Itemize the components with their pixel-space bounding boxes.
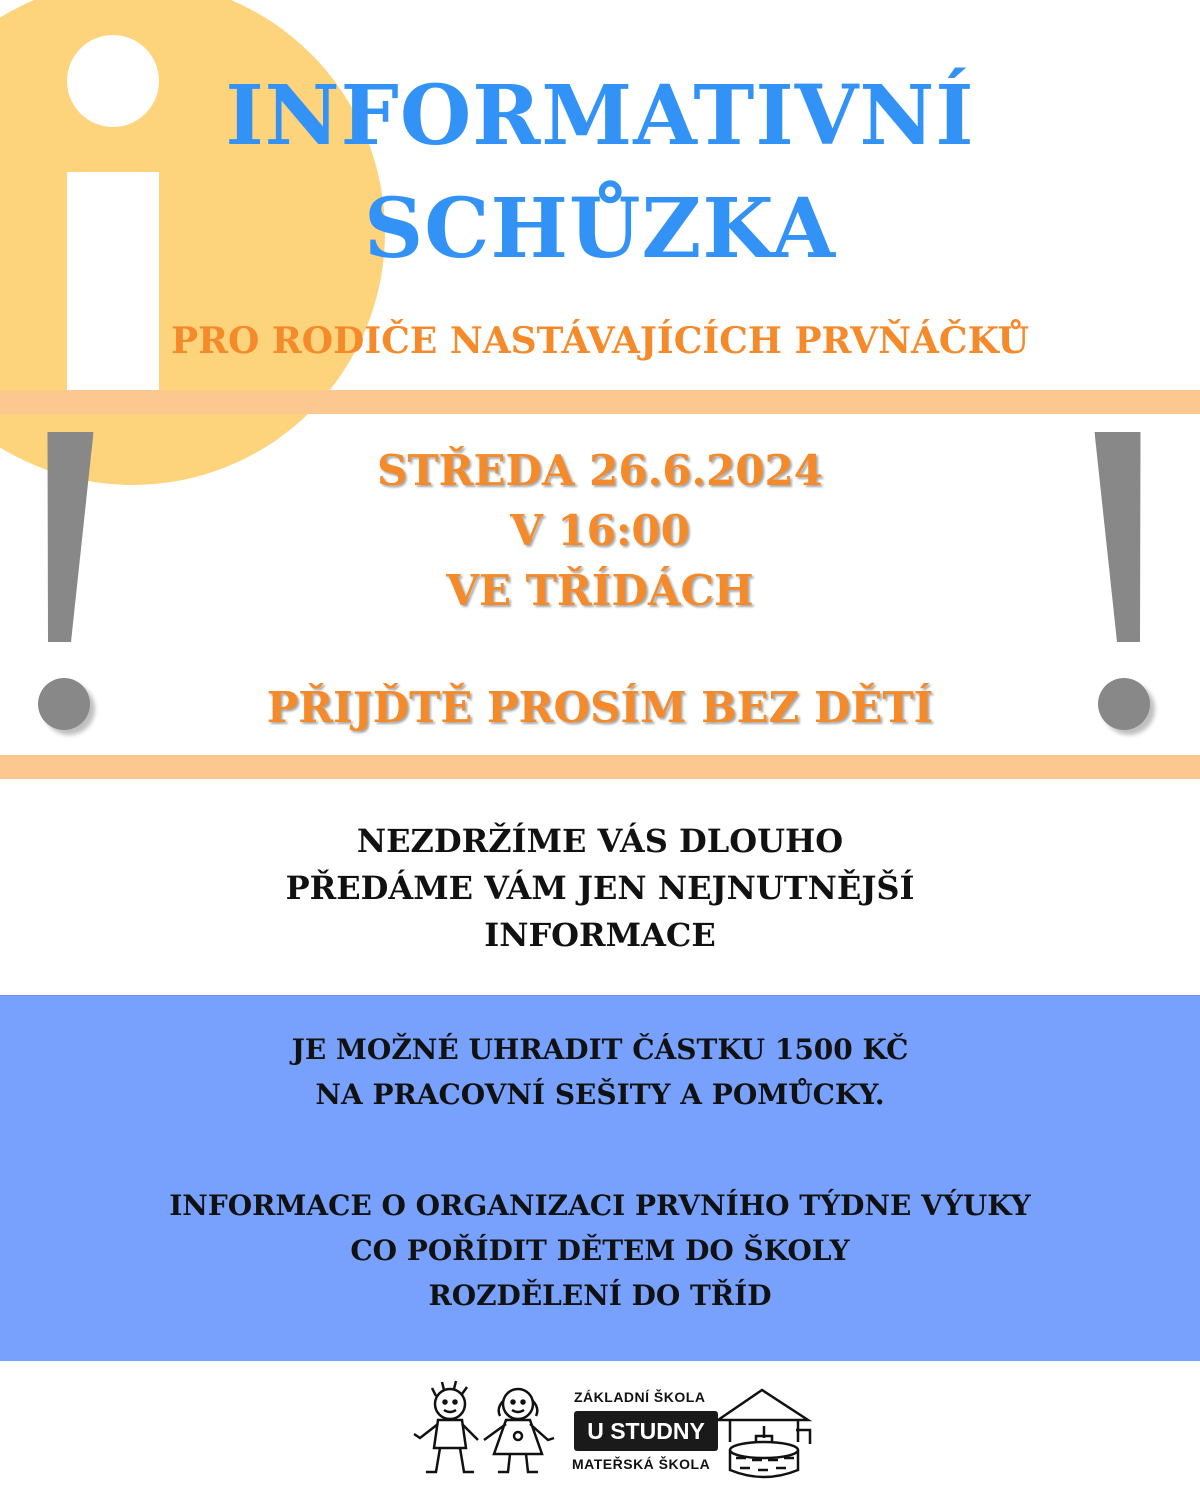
payment-line-1: JE MOŽNÉ UHRADIT ČÁSTKU 1500 KČ: [291, 1033, 909, 1066]
brief-line-1: NEZDRŽÍME VÁS DLOUHO: [356, 822, 844, 860]
logo-bottom-text: MATEŘSKÁ ŠKOLA: [572, 1456, 711, 1472]
event-date: STŘEDA 26.6.2024: [377, 446, 823, 495]
event-notice: PŘIJĎTĚ PROSÍM BEZ DĚTÍ: [266, 683, 934, 732]
topics-list: [0, 1183, 1200, 1318]
divider-band-top: [0, 390, 1200, 414]
event-time: V 16:00: [510, 506, 690, 555]
subtitle: PRO RODIČE NASTÁVAJÍCÍCH PRVŇÁČKŮ: [171, 320, 1029, 362]
page-title: [0, 60, 1200, 286]
list-item: ROZDĚLENÍ DO TŘÍD: [428, 1279, 772, 1312]
logo-top-text: ZÁKLADNÍ ŠKOLA: [574, 1389, 706, 1405]
brief-line-3: INFORMACE: [484, 916, 716, 954]
title-line-1: INFORMATIVNÍ: [225, 68, 975, 164]
brief-note: [0, 818, 1200, 959]
payment-note: [0, 1027, 1200, 1117]
logo-name: U STUDNY: [574, 1411, 718, 1451]
list-item: INFORMACE O ORGANIZACI PRVNÍHO TÝDNE VÝUKY: [169, 1189, 1031, 1222]
title-line-2: SCHŮZKA: [364, 181, 836, 277]
event-place: VE TŘÍDÁCH: [446, 566, 754, 615]
list-item: CO POŘÍDIT DĚTEM DO ŠKOLY: [350, 1234, 850, 1267]
event-details: [0, 441, 1200, 621]
brief-line-2: PŘEDÁME VÁM JEN NEJNUTNĚJŠÍ: [285, 869, 915, 907]
payment-line-2: NA PRACOVNÍ SEŠITY A POMŮCKY.: [315, 1078, 885, 1111]
divider-band-bottom: [0, 755, 1200, 779]
